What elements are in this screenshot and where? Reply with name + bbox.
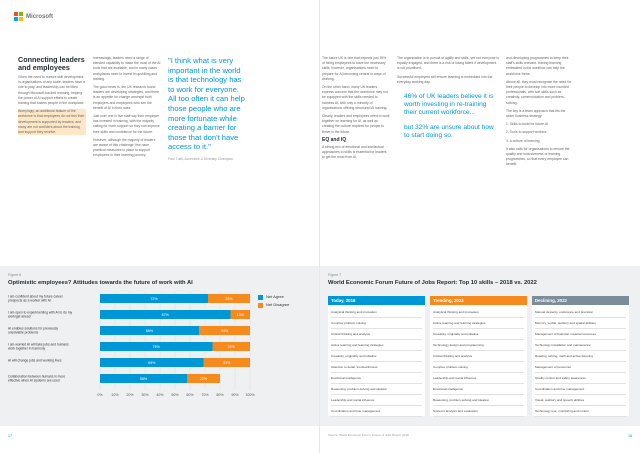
section-heading: Connecting leaders and employees bbox=[18, 56, 85, 72]
paragraph: The future UK is one that expects just 35% of hiring employees to have the necessary skills; however, organisations need to prepare for AI becoming central to ways of working. bbox=[322, 56, 387, 81]
data-label: 31% bbox=[223, 360, 231, 365]
data-label: 22% bbox=[199, 376, 208, 381]
list-item: Attention to detail, trustworthiness bbox=[331, 362, 422, 373]
page-number-right: 18 bbox=[628, 434, 632, 438]
category-label: work/get ahead bbox=[8, 314, 31, 319]
x-tick-label: 20% bbox=[126, 393, 134, 397]
list-item: Visual, auditory and speech abilities bbox=[535, 395, 626, 406]
figure-title: Optimistic employees? Attitudes towards the future of work with AI bbox=[8, 280, 193, 286]
data-label: 66% bbox=[145, 328, 154, 333]
page-spine bbox=[319, 0, 320, 453]
paragraph: On the other hand, many UK leaders express concern that the workforce may not be equipped with the skills needed to harness AI, with only a minority of organisations offering structured AI training. bbox=[322, 85, 388, 110]
legend-item-agree bbox=[258, 293, 289, 301]
x-tick-label: 40% bbox=[156, 393, 164, 397]
right-col-2 bbox=[397, 56, 499, 252]
x-tick-label: 30% bbox=[141, 393, 149, 397]
list-item: Systems analysis and evaluation bbox=[433, 406, 524, 417]
paragraph: The key is a team approach that fits the wider business strategy: bbox=[506, 108, 566, 119]
list-item: Technology installation and maintenance bbox=[535, 340, 626, 351]
paragraph: Successful employers will ensure learning is embedded into the everyday working day. bbox=[397, 74, 493, 84]
skills-list bbox=[430, 305, 527, 416]
category-label: Collaboration between humans is more bbox=[8, 374, 66, 379]
legend-item-disagree bbox=[258, 301, 289, 309]
skills-list bbox=[328, 305, 425, 416]
data-label: 13% bbox=[236, 312, 244, 317]
data-label: 72% bbox=[150, 296, 158, 301]
data-label: 28% bbox=[225, 296, 233, 301]
figure-label: Figure 7 bbox=[328, 273, 342, 277]
skills-table bbox=[328, 296, 629, 416]
list-item: Active learning and learning strategies bbox=[331, 340, 422, 351]
skills-column-trending bbox=[430, 296, 527, 416]
callout-main: 46% of UK leaders believe it is worth investing in re-training their current workforce... bbox=[404, 93, 494, 117]
legend-label-agree: Net Agree bbox=[266, 294, 284, 299]
list-item: Critical thinking and analysis bbox=[331, 329, 422, 340]
list-item: 3. A culture of learning bbox=[506, 138, 540, 143]
category-label: effective when AI systems are used bbox=[8, 378, 60, 383]
list-item: Coordination and time management bbox=[535, 384, 626, 395]
x-tick-label: 10% bbox=[111, 393, 119, 397]
list-item: Reasoning, problem-solving and ideation bbox=[331, 384, 422, 395]
list-item: Manual dexterity, endurance and precision bbox=[535, 307, 626, 318]
quote-attribution: Paul Tutill, Accenture & Diversity Champion bbox=[168, 156, 234, 161]
paragraph: Clearly, leaders and employees need to work together on learning for AI, as well as creating the culture required for people to thrive in the future. bbox=[322, 114, 390, 134]
data-label: 87% bbox=[161, 312, 169, 317]
figure-label: Figure 6 bbox=[8, 273, 22, 277]
list-item: Leadership and social influence bbox=[331, 395, 422, 406]
figure-7-panel bbox=[320, 266, 640, 426]
list-item: Creativity, originality and initiative bbox=[433, 329, 524, 340]
paragraph: and developing programmes to keep their staff's skills relevant. Having learning embedded in the workflow can help the workforce thrive. bbox=[506, 56, 569, 76]
list-item: Emotional intelligence bbox=[331, 373, 422, 384]
highlighted-paragraph: Worryingly, an additional feature of the workforce is that employees do not feel their development is supported by leaders, and many are not confident about the training and support they receive. bbox=[18, 109, 85, 135]
list-item: Technology design and programming bbox=[433, 340, 524, 351]
list-item: Technology use, monitoring and control bbox=[535, 406, 626, 417]
left-text-columns bbox=[18, 56, 310, 252]
data-label: 25% bbox=[227, 344, 235, 349]
microsoft-logo-text: Microsoft bbox=[26, 13, 53, 20]
figure-6-panel bbox=[0, 266, 320, 426]
list-item: Complex problem-solving bbox=[433, 362, 524, 373]
skills-column-today bbox=[328, 296, 425, 416]
right-col-3 bbox=[506, 56, 574, 252]
category-label: I am open to experimenting with AI to do my bbox=[8, 310, 73, 315]
category-label: AI enables solutions for previously bbox=[8, 326, 59, 331]
paragraph: It also calls for organisations to ensure the quality and inclusiveness of learning programmes, so that every employee can benefit. bbox=[506, 146, 570, 167]
list-item: Critical thinking and analysis bbox=[433, 351, 524, 362]
chart-legend bbox=[258, 293, 289, 309]
data-label: 34% bbox=[220, 328, 229, 333]
microsoft-logo bbox=[14, 12, 53, 21]
right-page bbox=[320, 0, 640, 453]
microsoft-logo-icon bbox=[14, 12, 23, 21]
legend-swatch-agree bbox=[258, 295, 263, 300]
list-item: Management of personnel bbox=[535, 362, 626, 373]
data-label: 69% bbox=[148, 360, 156, 365]
category-label: AI will change jobs and working lives bbox=[8, 358, 62, 363]
list-item: Quality control and safety awareness bbox=[535, 373, 626, 384]
list-item: Reasoning, problem-solving and ideation bbox=[433, 395, 524, 406]
list-item: Memory, verbal, auditory and spatial abilities bbox=[535, 318, 626, 329]
column-header: Trending, 2022 bbox=[430, 296, 527, 305]
list-item: Complex problem-solving bbox=[331, 318, 422, 329]
paragraph: However, although the majority of leaders are aware of this challenge, few have practical measures in place to support employees in their learning journey. bbox=[93, 137, 156, 158]
list-item: Analytical thinking and innovation bbox=[331, 307, 422, 318]
pull-quote: "I think what is very important in the world is that technology has to work for everyone. All too often it can help those people who are more fortunate while creating a barrier for those that don't have access to it." bbox=[168, 56, 245, 152]
list-item: Creativity, originality and initiative bbox=[331, 351, 422, 362]
skills-list bbox=[532, 305, 629, 416]
data-label: 58% bbox=[139, 376, 148, 381]
right-col-1 bbox=[322, 56, 390, 252]
category-label: work together in harmony bbox=[8, 346, 46, 351]
left-col-2 bbox=[93, 56, 161, 252]
figure-title: World Economic Forum Future of Jobs Report: Top 10 skills – 2018 vs. 2022 bbox=[328, 280, 537, 286]
x-tick-label: 50% bbox=[171, 393, 179, 397]
x-tick-label: 70% bbox=[201, 393, 209, 397]
attitudes-bar-chart bbox=[0, 266, 320, 426]
x-tick-label: 60% bbox=[186, 393, 194, 397]
paragraph: The good news is, the UK research found leaders are developing strategies, and there is an appetite for change amongst both employers and employees who see the benefit of AI in their roles. bbox=[93, 85, 160, 110]
list-item: 2. Tools to support workers bbox=[506, 130, 547, 135]
paragraph: Just over one in five staff say their employer has invested in training, with the majority calling for more support so they can improve their skills and confidence for the future. bbox=[93, 114, 160, 134]
list-item: Active learning and learning strategies bbox=[433, 318, 524, 329]
x-tick-label: 0% bbox=[97, 393, 103, 397]
list-item: 1. Skills to build for future AI bbox=[506, 122, 549, 127]
category-label: unsolvable problems bbox=[8, 330, 39, 335]
list-item: Emotional intelligence bbox=[433, 384, 524, 395]
list-item: Coordination and time management bbox=[331, 406, 422, 417]
paragraph: A strong mix of emotional and intellectual approaches to skills is essential for leaders to get the most from AI. bbox=[322, 145, 387, 160]
left-col-quote bbox=[168, 56, 252, 252]
category-label: I am worried AI will take jobs and humans bbox=[8, 342, 69, 347]
list-item: Analytical thinking and innovation bbox=[433, 307, 524, 318]
category-label: I am confident about my future career bbox=[8, 294, 63, 299]
column-header: Declining, 2022 bbox=[532, 296, 629, 305]
legend-swatch-disagree bbox=[258, 303, 263, 308]
paragraph: The organisation is in pursuit of agility and skills, yet not everyone is equally engaged, and there is a risk of losing talent if development is not prioritised. bbox=[397, 56, 499, 71]
paragraph: Given the need to nurture skill development in organisations of any scale, leaders have a role to play, and leadership can be lifted through Microsoft-backed learning, helping the power of AI support efforts to create training that fosters people in the workplace. bbox=[18, 75, 85, 106]
skills-column-declining bbox=[532, 296, 629, 416]
x-tick-label: 80% bbox=[216, 393, 224, 397]
paragraph: Increasingly, leaders need a range of blended capability to make the most of the AI tools that are available, and in many cases workplaces need to invest in upskilling and training. bbox=[93, 56, 161, 81]
subheading: EQ and IQ bbox=[322, 136, 347, 143]
paragraph: Above all, they must recognise the need for their people to develop into more rounded professionals, with soft skills such as creativity, communication and problem-solving. bbox=[506, 79, 572, 105]
category-label: prospects as a worker with AI bbox=[8, 298, 51, 303]
data-label: 75% bbox=[152, 344, 160, 349]
legend-label-disagree: Net Disagree bbox=[266, 302, 290, 307]
stat-callout bbox=[401, 93, 499, 140]
callout-sub: but 32% are unsure about how to start doing so. bbox=[404, 123, 494, 139]
figure-source: Source: World Economic Forum, Future of Jobs Report 2018 bbox=[328, 433, 409, 437]
right-text-columns bbox=[322, 56, 630, 252]
left-col-1 bbox=[18, 56, 86, 252]
x-tick-label: 100% bbox=[245, 393, 255, 397]
column-header: Today, 2018 bbox=[328, 296, 425, 305]
x-tick-label: 90% bbox=[231, 393, 239, 397]
list-item: Reading, writing, math and active listening bbox=[535, 351, 626, 362]
list-item: Management of financial, material resources bbox=[535, 329, 626, 340]
page-number-left: 17 bbox=[8, 434, 12, 438]
list-item: Leadership and social influence bbox=[433, 373, 524, 384]
